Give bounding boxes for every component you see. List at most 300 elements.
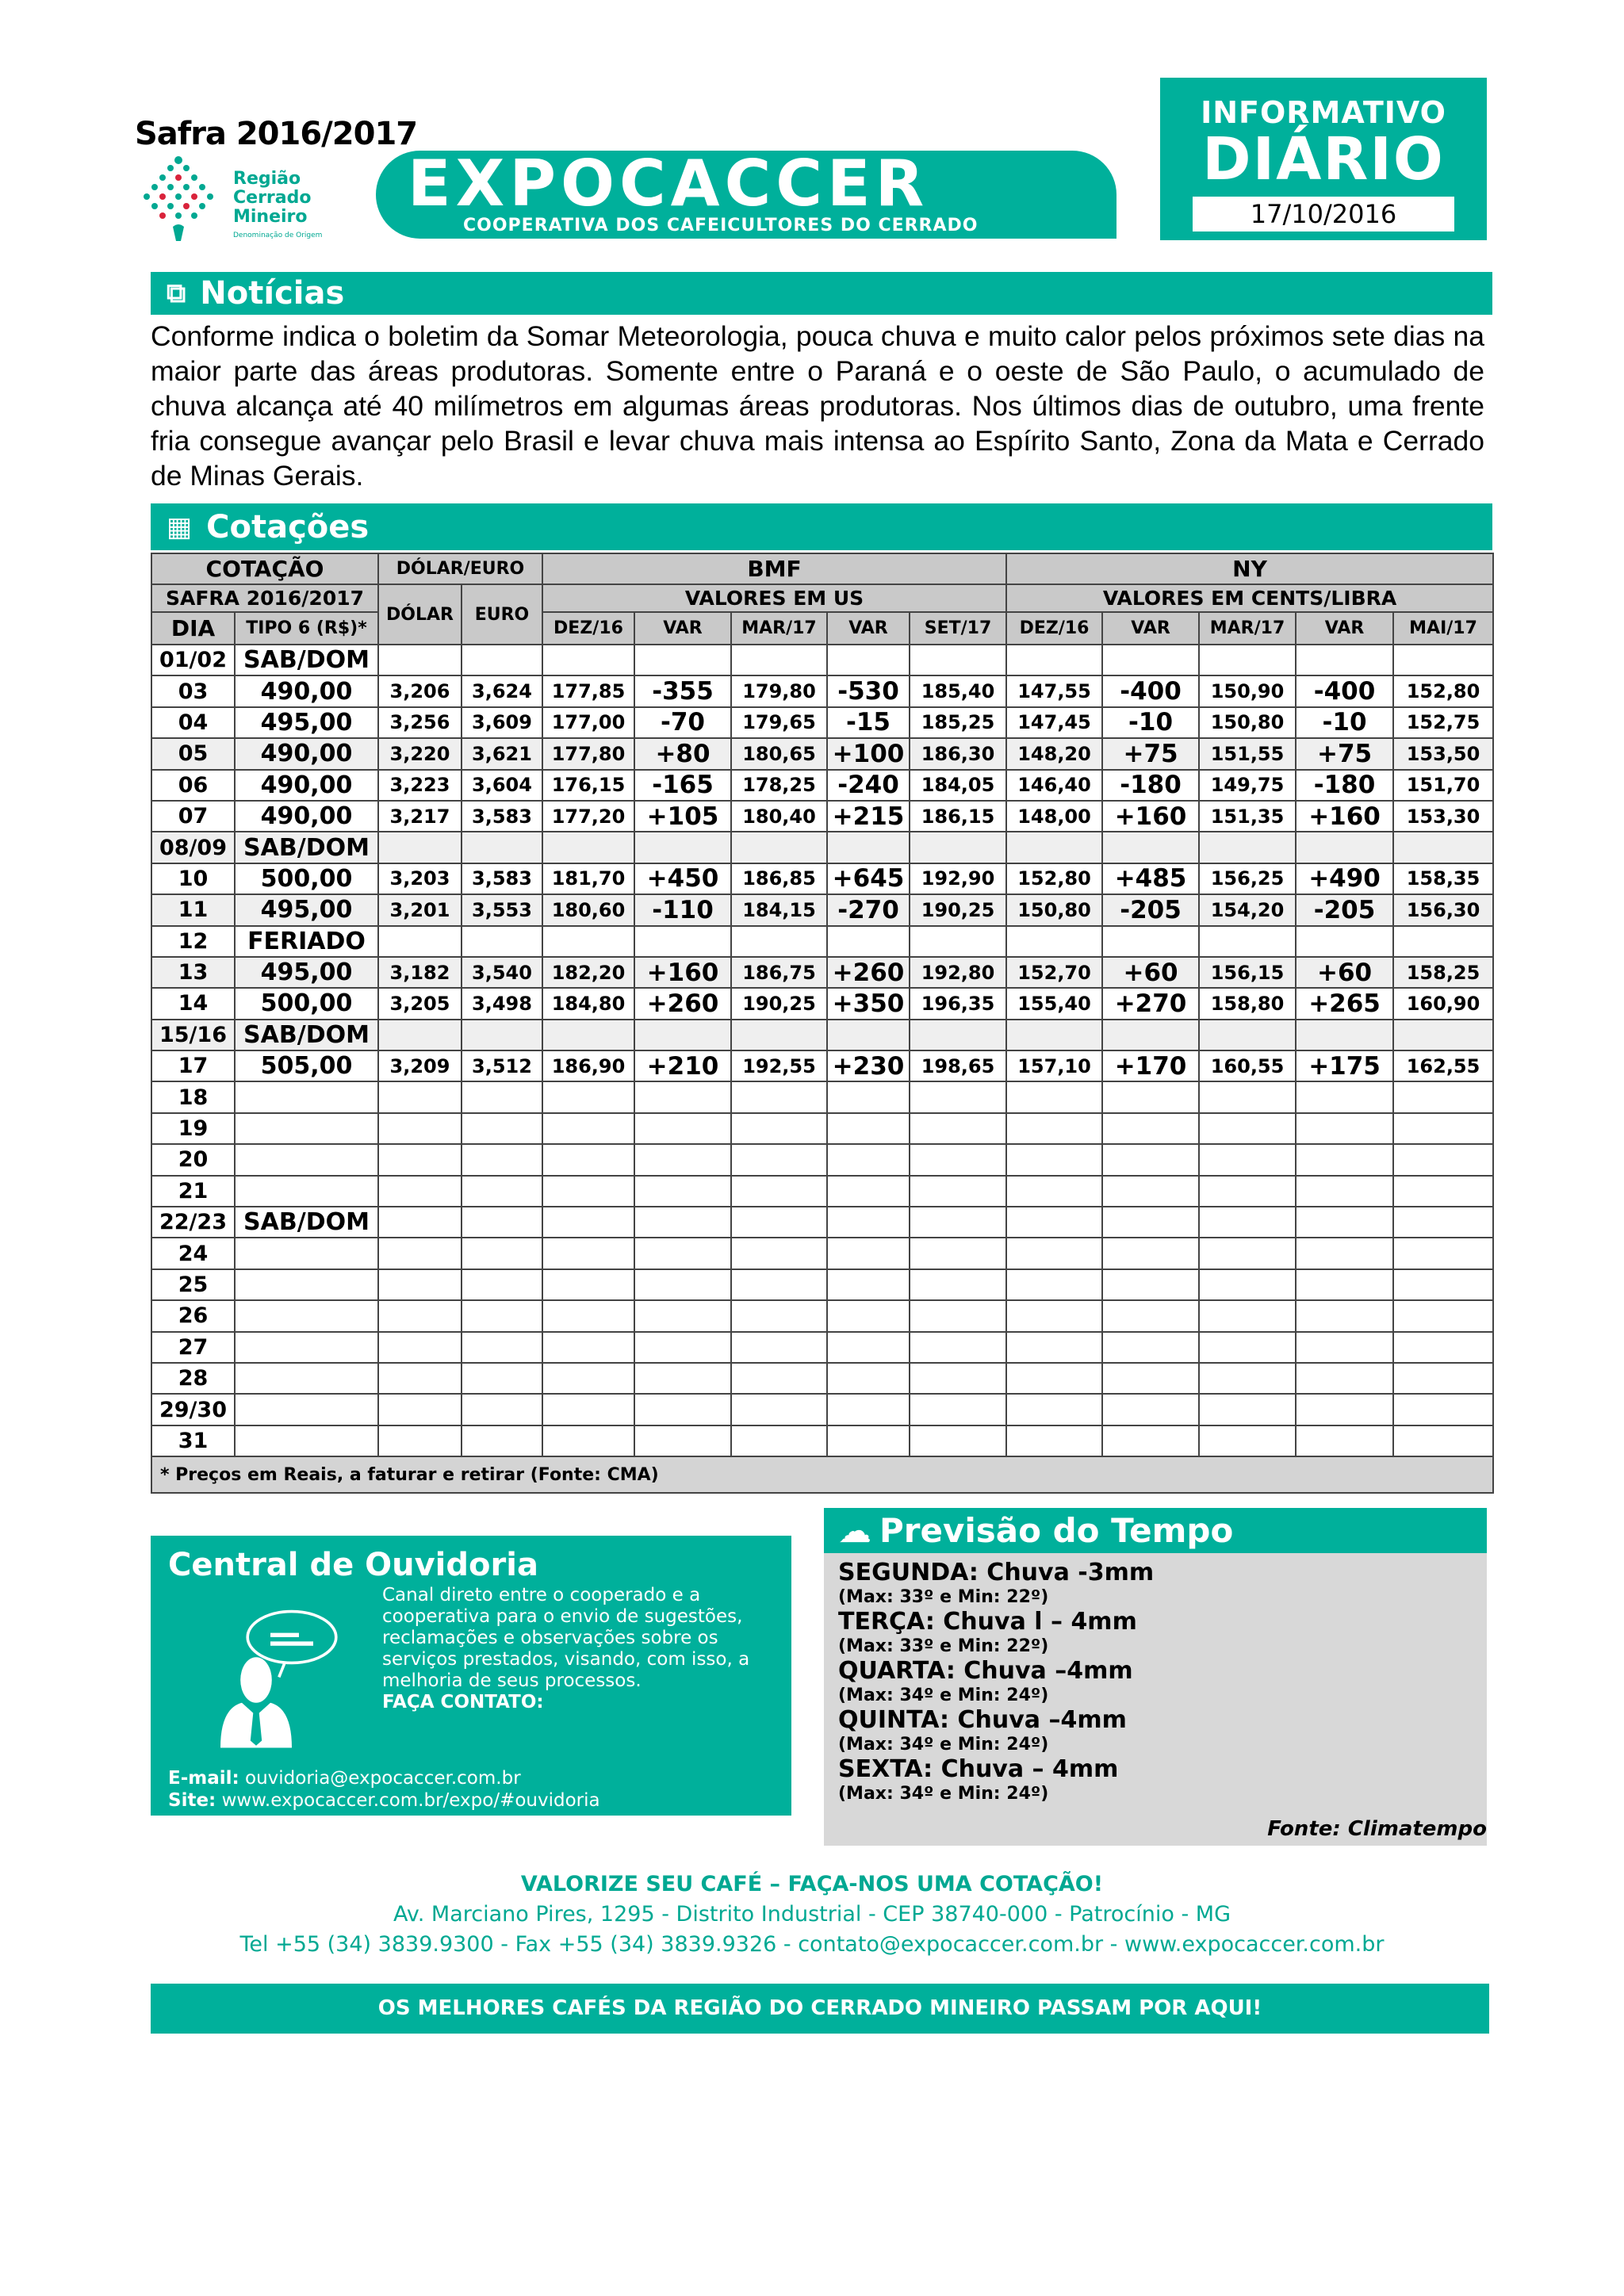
value-cell: 178,25 — [731, 770, 827, 801]
value-cell: +350 — [827, 988, 910, 1019]
header-safra: SAFRA 2016/2017 — [151, 584, 378, 612]
value-cell — [827, 1113, 910, 1144]
value-cell — [542, 1300, 634, 1331]
value-cell — [1199, 1081, 1296, 1112]
value-cell: 186,15 — [910, 801, 1006, 832]
value-cell — [1393, 1113, 1493, 1144]
table-row — [151, 1425, 1493, 1456]
informativo-diario-box — [1160, 78, 1487, 240]
value-cell — [378, 645, 462, 675]
price-cell — [235, 1081, 378, 1112]
value-cell: +160 — [1296, 801, 1393, 832]
value-cell — [378, 1144, 462, 1175]
value-cell — [1006, 1176, 1102, 1207]
value-cell: 3,621 — [462, 738, 542, 769]
day-cell: 10 — [151, 863, 235, 894]
value-cell — [910, 1020, 1006, 1050]
table-footnote: * Preços em Reais, a faturar e retirar (Fonte: CMA) — [151, 1456, 1493, 1493]
header-cotacao: COTAÇÃO — [151, 553, 378, 584]
value-cell — [1296, 1081, 1393, 1112]
header-var: VAR — [634, 612, 731, 645]
value-cell: 192,55 — [731, 1050, 827, 1081]
news-text: Conforme indica o boletim da Somar Meteorologia, pouca chuva e muito calor pelos próximos sete dias na maior parte das áreas produtoras. Somente entre o Paraná e o oeste de São Paulo, o acumulado de chuva alcança até 40 milímetros em algumas áreas produtoras. Nos últimos dias de outubro, uma frente fria consegue avançar pelo Brasil e levar chuva mais intensa ao Espírito Santo, Zona da Mata e Cerrado de Minas Gerais. — [151, 320, 1484, 492]
value-cell: 3,205 — [378, 988, 462, 1019]
value-cell: 158,35 — [1393, 863, 1493, 894]
value-cell — [1006, 645, 1102, 675]
weather-forecast-box — [824, 1508, 1487, 1846]
value-cell — [378, 832, 462, 863]
email-link[interactable]: ouvidoria@expocaccer.com.br — [245, 1768, 521, 1789]
table-row — [151, 1394, 1493, 1425]
value-cell: 182,20 — [542, 957, 634, 988]
value-cell — [1006, 1363, 1102, 1394]
day-cell: 11 — [151, 894, 235, 925]
day-cell: 20 — [151, 1144, 235, 1175]
value-cell: -205 — [1296, 894, 1393, 925]
value-cell: -10 — [1296, 707, 1393, 738]
value-cell: 148,00 — [1006, 801, 1102, 832]
value-cell — [542, 1425, 634, 1456]
value-cell: -10 — [1102, 707, 1199, 738]
value-cell: -165 — [634, 770, 731, 801]
value-cell: +105 — [634, 801, 731, 832]
value-cell — [827, 1300, 910, 1331]
value-cell: 157,10 — [1006, 1050, 1102, 1081]
table-row — [151, 1363, 1493, 1394]
value-cell: 3,604 — [462, 770, 542, 801]
value-cell: +645 — [827, 863, 910, 894]
value-cell — [1393, 1332, 1493, 1363]
value-cell: -70 — [634, 707, 731, 738]
value-cell — [634, 1363, 731, 1394]
value-cell — [1296, 1394, 1393, 1425]
value-cell — [1102, 1269, 1199, 1300]
price-cell — [235, 1176, 378, 1207]
price-cell: 490,00 — [235, 801, 378, 832]
day-cell: 03 — [151, 675, 235, 706]
value-cell: 3,201 — [378, 894, 462, 925]
value-cell — [1199, 1332, 1296, 1363]
value-cell: +260 — [827, 957, 910, 988]
value-cell — [634, 1144, 731, 1175]
value-cell — [1102, 1020, 1199, 1050]
email-label: E-mail: — [168, 1768, 239, 1789]
value-cell: 155,40 — [1006, 988, 1102, 1019]
day-cell: 28 — [151, 1363, 235, 1394]
value-cell: -355 — [634, 675, 731, 706]
value-cell — [1102, 832, 1199, 863]
day-cell: 01/02 — [151, 645, 235, 675]
value-cell: +60 — [1102, 957, 1199, 988]
price-cell — [235, 1363, 378, 1394]
value-cell: 181,70 — [542, 863, 634, 894]
day-cell: 07 — [151, 801, 235, 832]
forecast-temp: (Max: 33º e Min: 22º) — [838, 1636, 1049, 1656]
value-cell: 3,583 — [462, 863, 542, 894]
value-cell — [1393, 1081, 1493, 1112]
header-dez-16: DEZ/16 — [542, 612, 634, 645]
value-cell — [731, 1020, 827, 1050]
value-cell — [378, 1176, 462, 1207]
value-cell — [1393, 1425, 1493, 1456]
value-cell — [1296, 1113, 1393, 1144]
header-mai-17: MAI/17 — [1393, 612, 1493, 645]
price-cell: 495,00 — [235, 894, 378, 925]
value-cell: 186,30 — [910, 738, 1006, 769]
value-cell: 148,20 — [1006, 738, 1102, 769]
value-cell: 154,20 — [1199, 894, 1296, 925]
value-cell: 180,40 — [731, 801, 827, 832]
value-cell — [378, 1269, 462, 1300]
value-cell: 3,553 — [462, 894, 542, 925]
value-cell — [378, 1207, 462, 1238]
value-cell — [731, 1238, 827, 1269]
day-cell: 13 — [151, 957, 235, 988]
value-cell: 190,25 — [731, 988, 827, 1019]
value-cell — [542, 1238, 634, 1269]
news-section-header — [151, 272, 1492, 315]
table-row — [151, 801, 1493, 832]
value-cell — [827, 1207, 910, 1238]
value-cell: -110 — [634, 894, 731, 925]
value-cell — [827, 645, 910, 675]
forecast-temp: (Max: 34º e Min: 24º) — [838, 1735, 1049, 1755]
value-cell — [1102, 1300, 1199, 1331]
value-cell — [1199, 1207, 1296, 1238]
value-cell — [827, 1363, 910, 1394]
value-cell: 198,65 — [910, 1050, 1006, 1081]
day-cell: 31 — [151, 1425, 235, 1456]
value-cell — [634, 832, 731, 863]
table-row — [151, 894, 1493, 925]
value-cell: -180 — [1296, 770, 1393, 801]
value-cell — [1296, 1020, 1393, 1050]
value-cell — [1296, 1332, 1393, 1363]
value-cell — [1102, 1207, 1199, 1238]
value-cell — [1296, 645, 1393, 675]
forecast-header — [824, 1508, 1487, 1553]
header-tipo: TIPO 6 (R$)* — [235, 612, 378, 645]
value-cell — [827, 1425, 910, 1456]
price-cell: SAB/DOM — [235, 645, 378, 675]
forecast-day: QUARTA: Chuva –4mm — [838, 1657, 1133, 1685]
value-cell — [1102, 1238, 1199, 1269]
forecast-day: TERÇA: Chuva l – 4mm — [838, 1608, 1137, 1636]
news-title: Notícias — [200, 275, 345, 312]
day-cell: 25 — [151, 1269, 235, 1300]
value-cell: 179,80 — [731, 675, 827, 706]
price-cell: 490,00 — [235, 738, 378, 769]
header-set-17: SET/17 — [910, 612, 1006, 645]
issue-date: 17/10/2016 — [1193, 197, 1454, 232]
price-cell — [235, 1113, 378, 1144]
value-cell — [1393, 1207, 1493, 1238]
value-cell — [1102, 1144, 1199, 1175]
value-cell — [1102, 1363, 1199, 1394]
value-cell — [1102, 1176, 1199, 1207]
day-cell: 24 — [151, 1238, 235, 1269]
value-cell — [731, 1081, 827, 1112]
value-cell: -530 — [827, 675, 910, 706]
day-cell: 06 — [151, 770, 235, 801]
value-cell — [542, 1394, 634, 1425]
value-cell — [827, 1020, 910, 1050]
value-cell: 176,15 — [542, 770, 634, 801]
table-row — [151, 1269, 1493, 1300]
value-cell — [542, 1081, 634, 1112]
value-cell: 3,182 — [378, 957, 462, 988]
value-cell: -240 — [827, 770, 910, 801]
price-cell — [235, 1332, 378, 1363]
value-cell — [378, 926, 462, 957]
value-cell — [1296, 1425, 1393, 1456]
info-line-1: INFORMATIVO — [1201, 95, 1446, 130]
value-cell — [1199, 832, 1296, 863]
value-cell — [1296, 1176, 1393, 1207]
value-cell: +170 — [1102, 1050, 1199, 1081]
ombudsman-description: Canal direto entre o cooperado e a cooperativa para o envio de sugestões, reclamações e observações sobre os serviços prestados, visando, com isso, a melhoria de seus processos. — [382, 1585, 750, 1691]
price-cell: SAB/DOM — [235, 1207, 378, 1238]
value-cell: +450 — [634, 863, 731, 894]
logo-subtitle: Denominação de Origem — [233, 232, 323, 239]
value-cell — [731, 1425, 827, 1456]
value-cell — [731, 1176, 827, 1207]
value-cell: +260 — [634, 988, 731, 1019]
ombudsman-cta: FAÇA CONTATO: — [382, 1692, 544, 1712]
value-cell: 3,624 — [462, 675, 542, 706]
footer-address: Av. Marciano Pires, 1295 - Distrito Industrial - CEP 38740-000 - Patrocínio - MG — [393, 1902, 1231, 1927]
value-cell — [1393, 1394, 1493, 1425]
value-cell — [378, 1081, 462, 1112]
value-cell — [1102, 1081, 1199, 1112]
value-cell — [378, 1363, 462, 1394]
table-row — [151, 1300, 1493, 1331]
value-cell — [1296, 926, 1393, 957]
value-cell: 152,80 — [1393, 675, 1493, 706]
value-cell: 3,209 — [378, 1050, 462, 1081]
value-cell — [1199, 1144, 1296, 1175]
value-cell — [731, 1394, 827, 1425]
value-cell: -400 — [1296, 675, 1393, 706]
day-cell: 17 — [151, 1050, 235, 1081]
value-cell — [1006, 1332, 1102, 1363]
value-cell — [1199, 1394, 1296, 1425]
value-cell: 190,25 — [910, 894, 1006, 925]
value-cell — [910, 1144, 1006, 1175]
header-ny-units: VALORES EM CENTS/LIBRA — [1006, 584, 1493, 612]
value-cell: +215 — [827, 801, 910, 832]
value-cell — [634, 1207, 731, 1238]
ombudsman-box — [151, 1536, 791, 1816]
value-cell — [910, 1300, 1006, 1331]
value-cell: 177,80 — [542, 738, 634, 769]
day-cell: 04 — [151, 707, 235, 738]
footer-slogan: VALORIZE SEU CAFÉ – FAÇA-NOS UMA COTAÇÃO! — [520, 1872, 1104, 1896]
forecast-day: SEGUNDA: Chuva -3mm — [838, 1559, 1155, 1586]
value-cell: 3,223 — [378, 770, 462, 801]
value-cell — [1393, 645, 1493, 675]
day-cell: 27 — [151, 1332, 235, 1363]
value-cell — [542, 1176, 634, 1207]
value-cell — [634, 1394, 731, 1425]
header-dolar: DÓLAR — [378, 584, 462, 645]
value-cell: 151,70 — [1393, 770, 1493, 801]
value-cell — [542, 645, 634, 675]
value-cell — [1006, 926, 1102, 957]
forecast-day: QUINTA: Chuva –4mm — [838, 1706, 1127, 1734]
value-cell — [634, 1176, 731, 1207]
value-cell: 3,512 — [462, 1050, 542, 1081]
value-cell: 149,75 — [1199, 770, 1296, 801]
value-cell — [731, 1269, 827, 1300]
value-cell — [634, 1332, 731, 1363]
value-cell — [1393, 1363, 1493, 1394]
value-cell: 151,55 — [1199, 738, 1296, 769]
value-cell: -180 — [1102, 770, 1199, 801]
value-cell — [1102, 1332, 1199, 1363]
value-cell: 180,65 — [731, 738, 827, 769]
table-row — [151, 1238, 1493, 1269]
value-cell — [1199, 1113, 1296, 1144]
value-cell — [910, 1363, 1006, 1394]
header-var: VAR — [1296, 612, 1393, 645]
value-cell — [542, 1269, 634, 1300]
value-cell — [378, 1020, 462, 1050]
value-cell — [910, 645, 1006, 675]
value-cell — [378, 1300, 462, 1331]
value-cell — [1393, 1144, 1493, 1175]
value-cell — [542, 1207, 634, 1238]
value-cell — [634, 1113, 731, 1144]
value-cell — [542, 1113, 634, 1144]
value-cell: 184,05 — [910, 770, 1006, 801]
value-cell — [462, 832, 542, 863]
value-cell — [827, 1081, 910, 1112]
value-cell: 158,25 — [1393, 957, 1493, 988]
value-cell — [731, 1113, 827, 1144]
value-cell: +210 — [634, 1050, 731, 1081]
value-cell — [1006, 1238, 1102, 1269]
value-cell — [1006, 1425, 1102, 1456]
value-cell: +60 — [1296, 957, 1393, 988]
table-row — [151, 1176, 1493, 1207]
cursor-window-icon: ⧉ — [167, 277, 186, 309]
value-cell — [1006, 1113, 1102, 1144]
day-cell: 12 — [151, 926, 235, 957]
value-cell: +175 — [1296, 1050, 1393, 1081]
value-cell — [827, 1332, 910, 1363]
value-cell: 180,60 — [542, 894, 634, 925]
value-cell — [462, 1363, 542, 1394]
value-cell — [827, 832, 910, 863]
info-line-2: DIÁRIO — [1202, 125, 1445, 193]
value-cell: 3,583 — [462, 801, 542, 832]
value-cell: +80 — [634, 738, 731, 769]
value-cell — [1393, 1300, 1493, 1331]
day-cell: 18 — [151, 1081, 235, 1112]
value-cell: 147,45 — [1006, 707, 1102, 738]
site-label: Site: — [168, 1790, 216, 1811]
value-cell: 162,55 — [1393, 1050, 1493, 1081]
person-speech-icon — [206, 1609, 349, 1751]
value-cell: +270 — [1102, 988, 1199, 1019]
value-cell: 185,25 — [910, 707, 1006, 738]
table-row — [151, 926, 1493, 957]
value-cell — [634, 1020, 731, 1050]
value-cell: 156,25 — [1199, 863, 1296, 894]
day-cell: 26 — [151, 1300, 235, 1331]
table-row — [151, 1081, 1493, 1112]
value-cell: 153,50 — [1393, 738, 1493, 769]
value-cell — [462, 1238, 542, 1269]
price-cell — [235, 1394, 378, 1425]
value-cell — [910, 1081, 1006, 1112]
site-link[interactable]: www.expocaccer.com.br/expo/#ouvidoria — [221, 1790, 600, 1811]
value-cell: 3,540 — [462, 957, 542, 988]
value-cell — [378, 1332, 462, 1363]
value-cell: 160,90 — [1393, 988, 1493, 1019]
value-cell — [462, 926, 542, 957]
value-cell — [1102, 926, 1199, 957]
value-cell: 3,256 — [378, 707, 462, 738]
value-cell — [1102, 1425, 1199, 1456]
value-cell — [731, 1144, 827, 1175]
value-cell — [1199, 1176, 1296, 1207]
value-cell — [1393, 1020, 1493, 1050]
header-bmf-units: VALORES EM US — [542, 584, 1006, 612]
value-cell — [462, 1394, 542, 1425]
price-cell — [235, 1238, 378, 1269]
value-cell — [378, 1238, 462, 1269]
forecast-title: Previsão do Tempo — [879, 1511, 1234, 1550]
value-cell — [634, 926, 731, 957]
value-cell: 3,217 — [378, 801, 462, 832]
value-cell: +75 — [1296, 738, 1393, 769]
brand-name: EXPOCACCER — [408, 147, 929, 220]
value-cell — [827, 1238, 910, 1269]
value-cell — [827, 1144, 910, 1175]
day-cell: 14 — [151, 988, 235, 1019]
safra-label: Safra 2016/2017 — [135, 116, 418, 152]
day-cell: 08/09 — [151, 832, 235, 863]
value-cell: 196,35 — [910, 988, 1006, 1019]
value-cell — [634, 1269, 731, 1300]
value-cell — [1199, 1363, 1296, 1394]
value-cell — [910, 1207, 1006, 1238]
value-cell: +265 — [1296, 988, 1393, 1019]
table-row — [151, 1207, 1493, 1238]
value-cell — [1199, 1238, 1296, 1269]
calculator-icon: ▦ — [167, 511, 193, 543]
value-cell: 185,40 — [910, 675, 1006, 706]
table-row — [151, 863, 1493, 894]
value-cell — [378, 1425, 462, 1456]
value-cell — [542, 1332, 634, 1363]
value-cell — [378, 1394, 462, 1425]
value-cell — [462, 1332, 542, 1363]
value-cell — [1199, 926, 1296, 957]
table-row — [151, 1332, 1493, 1363]
value-cell — [1006, 1144, 1102, 1175]
value-cell — [1296, 1300, 1393, 1331]
value-cell — [731, 645, 827, 675]
table-row — [151, 738, 1493, 769]
table-row — [151, 1113, 1493, 1144]
value-cell — [462, 645, 542, 675]
price-cell: 495,00 — [235, 707, 378, 738]
header-mar-17: MAR/17 — [731, 612, 827, 645]
regiao-cerrado-mineiro-logo — [135, 154, 349, 243]
